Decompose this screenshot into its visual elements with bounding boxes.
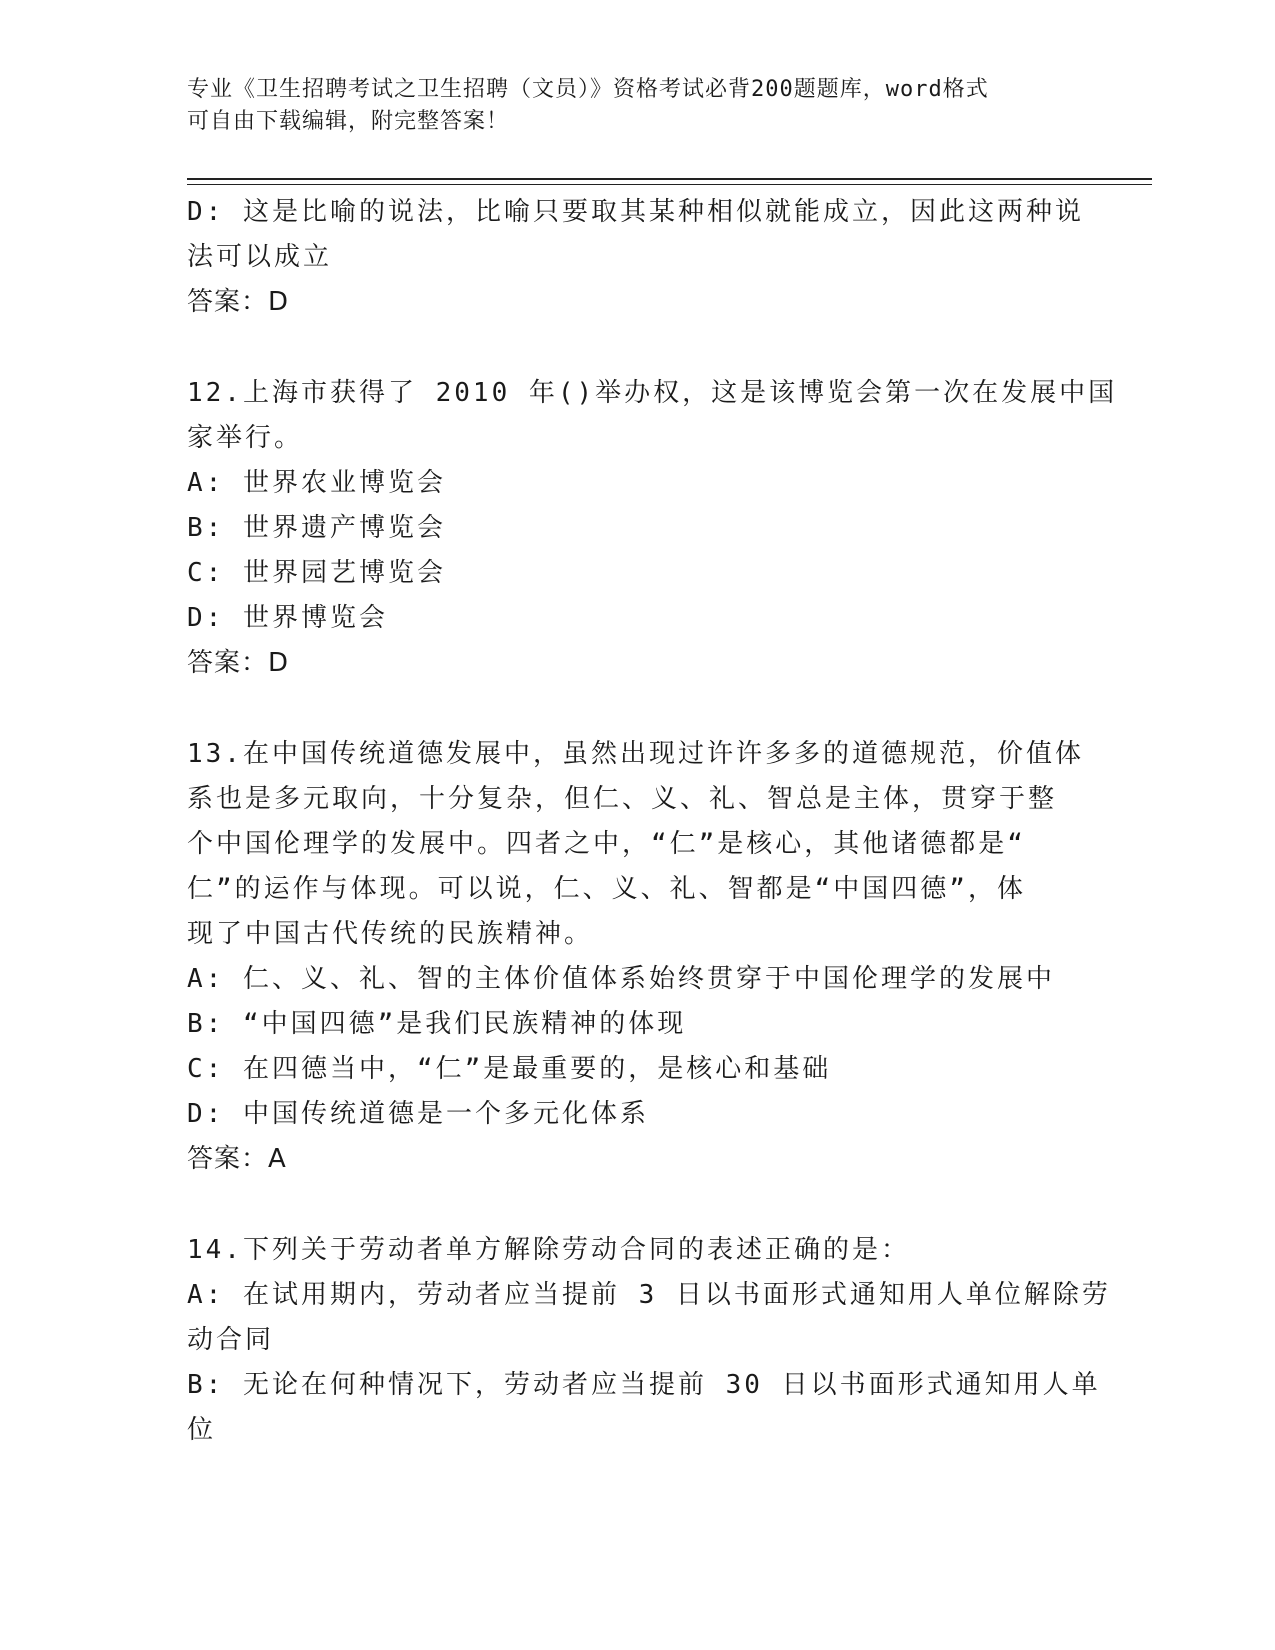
answer-line: 答案：D [187,648,290,678]
answer-line: 答案：D [187,287,290,317]
question-text: 13.在中国传统道德发展中，虽然出现过许许多多的道德规范，价值体 [187,739,1084,769]
header-divider-thick [187,178,1152,180]
header-divider-thin [187,184,1152,185]
answer-line: 答案：A [187,1144,287,1174]
option-a: A: 世界农业博览会 [187,468,446,498]
option-a: A: 在试用期内，劳动者应当提前 3 日以书面形式通知用人单位解除劳 [187,1280,1111,1310]
question-text: 14.下列关于劳动者单方解除劳动合同的表述正确的是： [187,1235,910,1265]
option-b: B: 世界遗产博览会 [187,513,446,543]
question-text: 12.上海市获得了 2010 年()举办权，这是该博览会第一次在发展中国 [187,378,1118,408]
option-text: 法可以成立 [187,242,333,272]
header-line: 可自由下载编辑，附完整答案！ [187,109,510,134]
header-line: 专业《卫生招聘考试之卫生招聘（文员）》资格考试必背200题题库，word格式 [187,77,989,102]
option-d: D: 世界博览会 [187,603,388,633]
option-d: D: 中国传统道德是一个多元化体系 [187,1099,649,1129]
option-b-continued: 位 [187,1415,217,1445]
question-block [187,190,1084,325]
option-a-continued: 动合同 [187,1325,275,1355]
option-text: D: 这是比喻的说法，比喻只要取其某种相似就能成立，因此这两种说 [187,197,1084,227]
document-body [187,190,1118,1453]
question-text: 系也是多元取向，十分复杂，但仁、义、礼、智总是主体，贯穿于整 [187,784,1058,814]
question-text: 现了中国古代传统的民族精神。 [187,919,594,949]
question-text: 仁”的运作与体现。可以说，仁、义、礼、智都是“中国四德”，体 [187,874,1026,904]
option-b: B: “中国四德”是我们民族精神的体现 [187,1009,687,1039]
question-text: 家举行。 [187,423,304,453]
question-block [187,1228,1111,1453]
option-b: B: 无论在何种情况下，劳动者应当提前 30 日以书面形式通知用人单 [187,1370,1101,1400]
option-a: A: 仁、义、礼、智的主体价值体系始终贯穿于中国伦理学的发展中 [187,964,1055,994]
question-block [187,371,1118,686]
page-header [187,74,1087,138]
question-block [187,732,1084,1182]
question-text: 个中国伦理学的发展中。四者之中，“仁”是核心，其他诸德都是“ [187,829,1026,859]
option-c: C: 在四德当中，“仁”是最重要的，是核心和基础 [187,1054,832,1084]
option-c: C: 世界园艺博览会 [187,558,446,588]
